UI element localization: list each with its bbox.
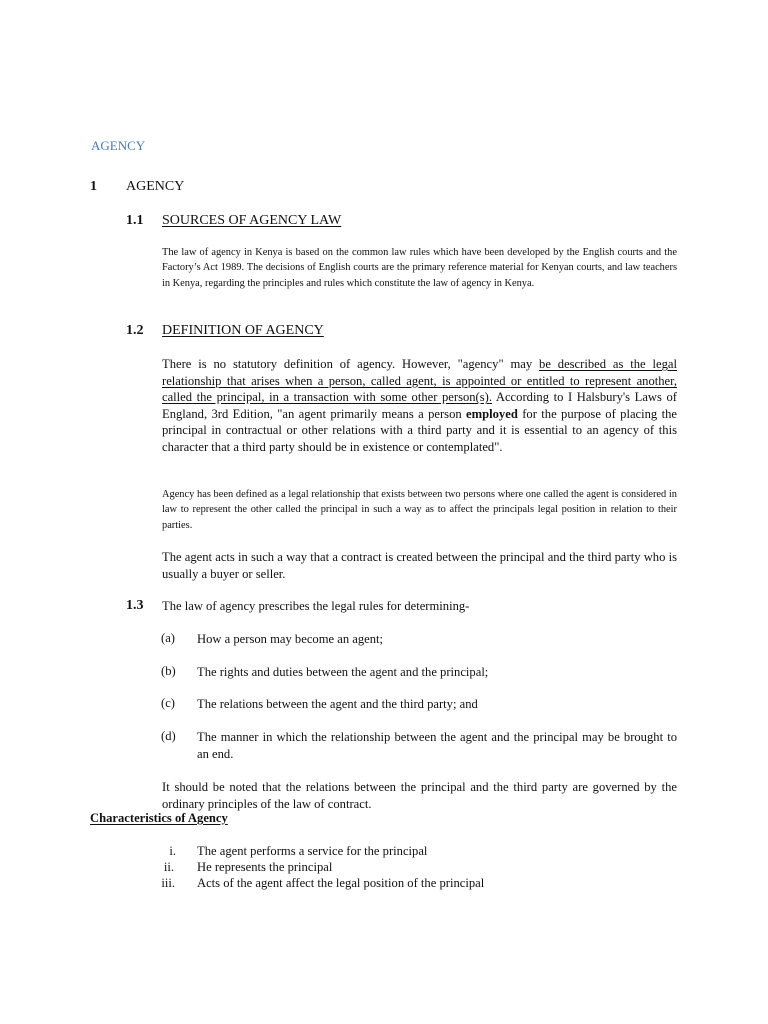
subsection-number: 1.3 xyxy=(126,598,144,613)
paragraph: The agent acts in such a way that a contract is created between the principal and the third party who is usually a buyer or seller. xyxy=(162,550,677,581)
subsection-number: 1.2 xyxy=(126,323,144,338)
text-run: According to I Halsbury's Laws of England, 3rd Edition, "an agent primarily means a person xyxy=(162,390,677,421)
list-item-label: (a) xyxy=(161,631,175,645)
roman-numeral: iii. xyxy=(161,876,175,890)
text-run: for the purpose of placing the principal in contractual or other relations with a third party and it is essential to an agency of this character that a third party should be in existence or contemplated". xyxy=(162,406,677,454)
list-item-label: (b) xyxy=(161,664,176,678)
list-item-text: How a person may become an agent; xyxy=(197,632,384,646)
list-item-text: The agent performs a service for the principal xyxy=(197,844,428,858)
subsection-number: 1.1 xyxy=(126,213,144,228)
paragraph: The law of agency in Kenya is based on the common law rules which have been developed by the English courts and the Factory’s Act 1989. The decisions of English courts are the primary reference material for Kenyan courts, and law teachers in Kenya, regarding the principles and rules which constitute the law of agency in Kenya. xyxy=(162,247,677,289)
section-title: AGENCY xyxy=(126,179,185,194)
list-item-label: (d) xyxy=(161,729,176,743)
definition-paragraph xyxy=(162,356,677,455)
bold-text: employed xyxy=(466,406,518,421)
list-item-text: The manner in which the relationship between the agent and the principal may be brought to an end. xyxy=(197,730,677,761)
characteristics-heading: Characteristics of Agency xyxy=(90,811,228,825)
underlined-text: be described as the legal relationship that arises when a person, called agent, is appointed or entitled to represent another, called the principal, in a transaction with some other person(s). xyxy=(162,357,677,404)
list-item-text: The relations between the agent and the third party; and xyxy=(197,697,478,711)
list-item-label: (c) xyxy=(161,696,175,710)
text-run: There is no statutory definition of agency. However, "agency" may xyxy=(162,357,540,371)
subsection-title: SOURCES OF AGENCY LAW xyxy=(162,213,342,228)
document-header: AGENCY xyxy=(91,138,146,153)
roman-numeral: i. xyxy=(169,844,176,858)
list-item-text: The rights and duties between the agent and the principal; xyxy=(197,665,489,679)
list-item-text: He represents the principal xyxy=(197,860,333,874)
subsection-intro: The law of agency prescribes the legal rules for determining- xyxy=(162,599,470,613)
subsection-title: DEFINITION OF AGENCY xyxy=(162,323,324,338)
paragraph: Agency has been defined as a legal relationship that exists between two persons where one called the agent is considered in law to represent the other called the principal in such a way as to affect the principals legal position in relation to their parties. xyxy=(162,489,677,531)
list-item-text: Acts of the agent affect the legal position of the principal xyxy=(197,876,485,890)
section-number: 1 xyxy=(90,179,97,194)
paragraph: It should be noted that the relations between the principal and the third party are governed by the ordinary principles of the law of contract. xyxy=(162,780,677,811)
roman-numeral: ii. xyxy=(163,860,174,874)
